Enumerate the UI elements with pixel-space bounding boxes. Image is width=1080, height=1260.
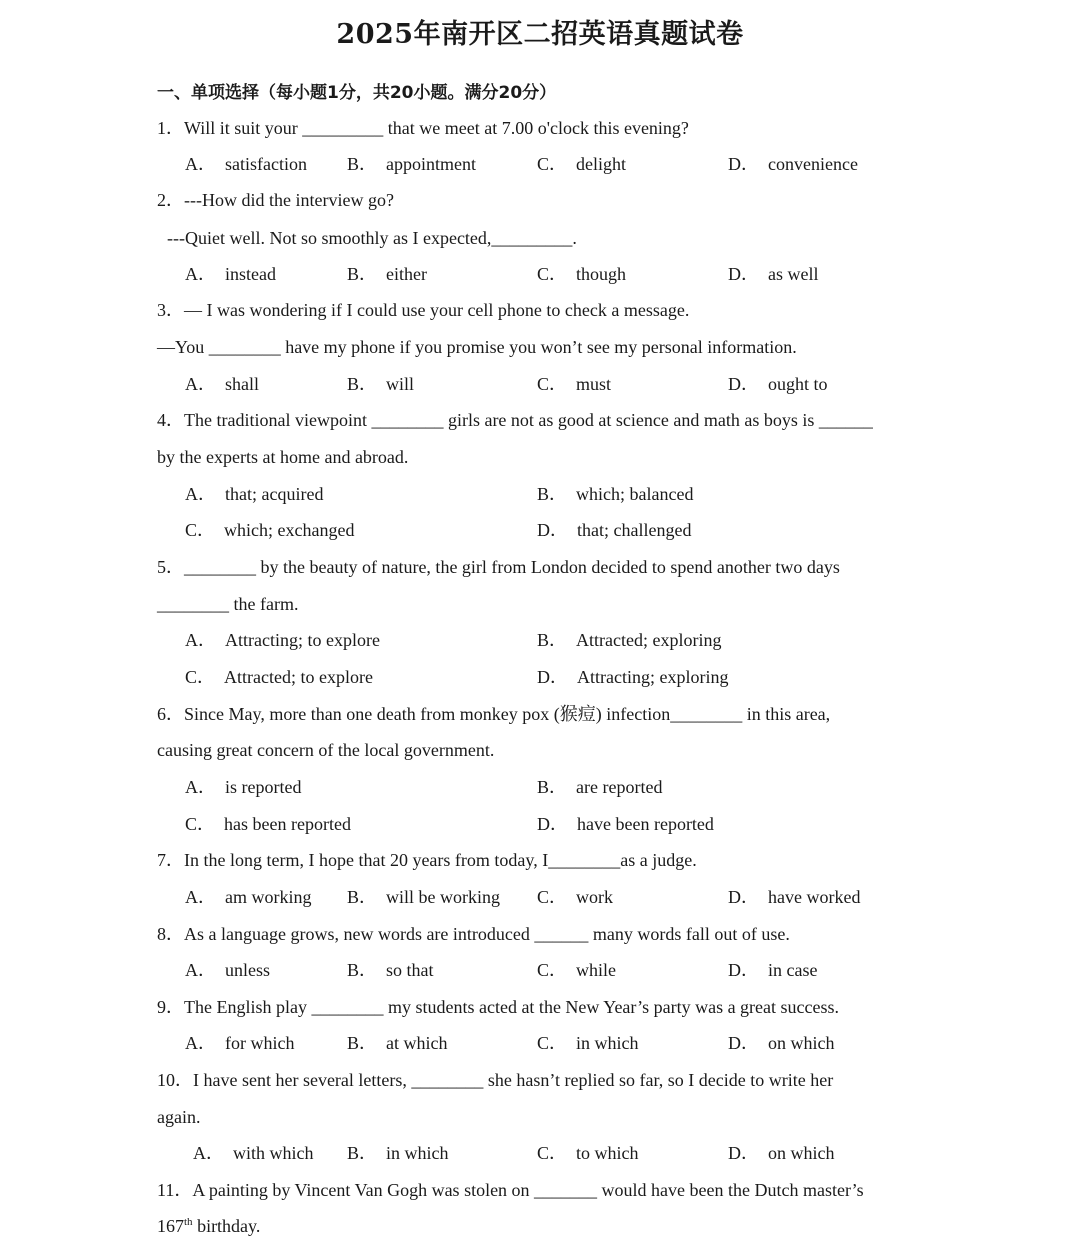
- q3-option-a[interactable]: [185, 373, 259, 395]
- q7-option-a[interactable]: [185, 886, 311, 908]
- option-letter: A．: [185, 264, 216, 284]
- option-letter: A．: [185, 484, 216, 504]
- q9-option-a[interactable]: [185, 1032, 294, 1054]
- question-6-stem-line2: causing great concern of the local government.: [157, 740, 495, 760]
- option-letter: D．: [728, 1143, 759, 1163]
- q6-option-c[interactable]: [185, 813, 351, 835]
- q3-option-d[interactable]: [728, 373, 828, 395]
- option-letter: B．: [347, 374, 378, 394]
- q7-option-d[interactable]: [728, 886, 860, 908]
- option-text: ought to: [768, 374, 828, 394]
- option-text: at which: [386, 1033, 448, 1053]
- option-text: in which: [386, 1143, 449, 1163]
- option-text: so that: [386, 960, 434, 980]
- question-3-stem-line2: —You ________ have my phone if you promise you won’t see my personal information.: [157, 337, 797, 357]
- option-letter: D．: [728, 264, 759, 284]
- ordinal-number: 167: [157, 1216, 184, 1236]
- option-letter: A．: [185, 154, 216, 174]
- option-letter: C．: [185, 667, 216, 687]
- q10-option-a[interactable]: [193, 1142, 314, 1164]
- option-text: am working: [225, 887, 312, 907]
- q5-option-c[interactable]: [185, 666, 373, 688]
- question-6-stem: 6．Since May, more than one death from monkey pox (猴痘) infection________ in this area,: [157, 704, 831, 724]
- question-1-stem: 1．Will it suit your _________ that we meet at 7.00 o'clock this evening?: [157, 118, 689, 138]
- question-5-stem-line2: ________ the farm.: [157, 594, 299, 614]
- option-text: Attracting; to explore: [225, 630, 380, 650]
- option-text: has been reported: [224, 814, 351, 834]
- question-3-stem: 3．— I was wondering if I could use your cell phone to check a message.: [157, 300, 690, 320]
- question-10-stem-line2: again.: [157, 1107, 201, 1127]
- option-text: have worked: [768, 887, 861, 907]
- option-letter: B．: [347, 887, 378, 907]
- option-letter: B．: [537, 777, 568, 797]
- option-text: work: [576, 887, 614, 907]
- option-letter: B．: [347, 960, 378, 980]
- q8-option-a[interactable]: [185, 959, 270, 981]
- option-letter: D．: [537, 667, 568, 687]
- option-text: to which: [576, 1143, 639, 1163]
- option-letter: D．: [537, 520, 568, 540]
- q2-option-a[interactable]: [185, 263, 276, 285]
- q2-option-d[interactable]: [728, 263, 818, 285]
- option-text: with which: [233, 1143, 314, 1163]
- option-text: convenience: [768, 154, 858, 174]
- option-letter: C．: [185, 520, 216, 540]
- question-4-stem-line2: by the experts at home and abroad.: [157, 447, 409, 467]
- q9-option-b[interactable]: [347, 1032, 448, 1054]
- option-text: Attracting; exploring: [577, 667, 729, 687]
- option-text: will: [386, 374, 415, 394]
- option-text: delight: [576, 154, 627, 174]
- option-text: as well: [768, 264, 819, 284]
- option-letter: D．: [728, 374, 759, 394]
- q7-option-b[interactable]: [347, 886, 500, 908]
- option-text: satisfaction: [225, 154, 307, 174]
- q3-option-c[interactable]: [537, 373, 611, 395]
- question-11-stem: 11．A painting by Vincent Van Gogh was stolen on _______ would have been the Dutch master’s: [157, 1180, 864, 1200]
- q6-option-a[interactable]: [185, 776, 301, 798]
- q10-option-b[interactable]: [347, 1142, 449, 1164]
- option-text: which; balanced: [576, 484, 694, 504]
- option-text: must: [576, 374, 612, 394]
- q4-option-d[interactable]: [537, 519, 691, 541]
- question-10-stem: 10．I have sent her several letters, ________ she hasn’t replied so far, so I decide to write her: [157, 1070, 834, 1090]
- question-7-stem: 7．In the long term, I hope that 20 years from today, I________as a judge.: [157, 850, 697, 870]
- q8-option-c[interactable]: [537, 959, 616, 981]
- option-text: in which: [576, 1033, 639, 1053]
- option-letter: D．: [728, 154, 759, 174]
- option-letter: C．: [537, 374, 568, 394]
- q6-option-d[interactable]: [537, 813, 714, 835]
- option-letter: C．: [537, 1033, 568, 1053]
- option-letter: B．: [347, 264, 378, 284]
- q5-option-d[interactable]: [537, 666, 728, 688]
- option-letter: C．: [537, 264, 568, 284]
- option-letter: B．: [537, 630, 568, 650]
- q9-option-c[interactable]: [537, 1032, 639, 1054]
- q3-option-b[interactable]: [347, 373, 414, 395]
- option-letter: B．: [347, 1033, 378, 1053]
- q4-option-b[interactable]: [537, 483, 693, 505]
- q1-option-c[interactable]: [537, 153, 626, 175]
- question-5-stem: 5．________ by the beauty of nature, the girl from London decided to spend another two days: [157, 557, 840, 577]
- option-letter: A．: [185, 374, 216, 394]
- option-letter: B．: [347, 154, 378, 174]
- q5-option-a[interactable]: [185, 629, 380, 651]
- option-text: for which: [225, 1033, 295, 1053]
- option-letter: C．: [537, 960, 568, 980]
- option-text: while: [576, 960, 617, 980]
- option-text: will be working: [386, 887, 501, 907]
- q4-option-c[interactable]: [185, 519, 354, 541]
- q10-option-d[interactable]: [728, 1142, 835, 1164]
- option-text: that; challenged: [577, 520, 692, 540]
- ordinal-suffix: th: [184, 1216, 193, 1228]
- q9-option-d[interactable]: [728, 1032, 835, 1054]
- option-text: that; acquired: [225, 484, 324, 504]
- option-text: on which: [768, 1143, 835, 1163]
- q8-option-d[interactable]: [728, 959, 817, 981]
- option-letter: B．: [537, 484, 568, 504]
- question-11-stem-line2: [157, 1215, 260, 1237]
- option-letter: D．: [728, 1033, 759, 1053]
- option-letter: D．: [537, 814, 568, 834]
- option-letter: A．: [185, 777, 216, 797]
- q6-option-b[interactable]: [537, 776, 662, 798]
- option-letter: B．: [347, 1143, 378, 1163]
- exam-title: 2025年南开区二招英语真题试卷: [336, 19, 744, 50]
- q8-option-b[interactable]: [347, 959, 434, 981]
- option-text: Attracted; to explore: [224, 667, 373, 687]
- option-text: Attracted; exploring: [576, 630, 722, 650]
- q5-option-b[interactable]: [537, 629, 721, 651]
- option-text: instead: [225, 264, 276, 284]
- q10-option-c[interactable]: [537, 1142, 639, 1164]
- option-text: though: [576, 264, 627, 284]
- question-2-stem: 2．---How did the interview go?: [157, 190, 394, 210]
- option-letter: A．: [185, 1033, 216, 1053]
- question-8-stem: 8．As a language grows, new words are introduced ______ many words fall out of use.: [157, 924, 790, 944]
- option-letter: C．: [537, 154, 568, 174]
- option-text: in case: [768, 960, 818, 980]
- option-text: are reported: [576, 777, 663, 797]
- option-text: unless: [225, 960, 270, 980]
- option-text: have been reported: [577, 814, 714, 834]
- stem-text: birthday.: [192, 1216, 261, 1236]
- option-text: shall: [225, 374, 259, 394]
- option-letter: D．: [728, 887, 759, 907]
- q2-option-b[interactable]: [347, 263, 427, 285]
- question-2-stem-line2: ---Quiet well. Not so smoothly as I expected,_________.: [167, 228, 577, 248]
- option-letter: A．: [185, 887, 216, 907]
- option-letter: C．: [537, 887, 568, 907]
- section-heading: 一、单项选择（每小题1分，共20小题。满分20分）: [157, 83, 557, 103]
- question-9-stem: 9．The English play ________ my students acted at the New Year’s party was a great success.: [157, 997, 840, 1017]
- option-letter: C．: [537, 1143, 568, 1163]
- option-text: appointment: [386, 154, 476, 174]
- option-letter: C．: [185, 814, 216, 834]
- option-text: on which: [768, 1033, 835, 1053]
- q1-option-d[interactable]: [728, 153, 858, 175]
- option-letter: D．: [728, 960, 759, 980]
- option-letter: A．: [193, 1143, 224, 1163]
- q1-option-a[interactable]: [185, 153, 307, 175]
- question-4-stem: 4．The traditional viewpoint ________ girls are not as good at science and math as boys is ______: [157, 410, 873, 430]
- q2-option-c[interactable]: [537, 263, 626, 285]
- option-text: is reported: [225, 777, 302, 797]
- option-text: either: [386, 264, 427, 284]
- q4-option-a[interactable]: [185, 483, 323, 505]
- q7-option-c[interactable]: [537, 886, 613, 908]
- option-text: which; exchanged: [224, 520, 355, 540]
- q1-option-b[interactable]: [347, 153, 476, 175]
- option-letter: A．: [185, 630, 216, 650]
- option-letter: A．: [185, 960, 216, 980]
